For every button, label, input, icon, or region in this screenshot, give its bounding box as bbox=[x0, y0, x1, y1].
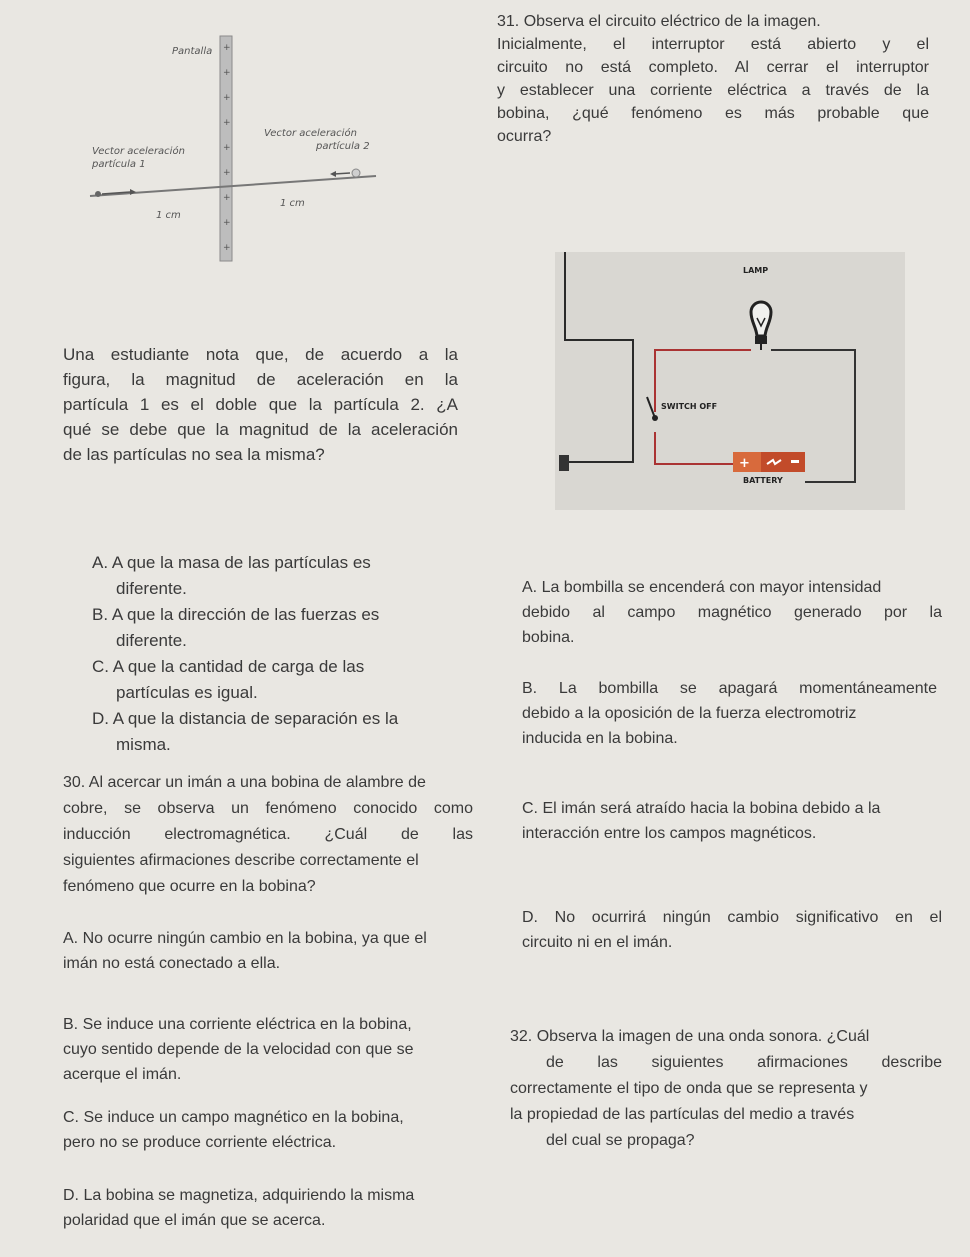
option-text: acerque el imán. bbox=[63, 1066, 182, 1083]
svg-text:+: + bbox=[223, 93, 231, 103]
option-text: polaridad que el imán que se acerca. bbox=[63, 1212, 326, 1229]
option-text: A. La bombilla se encenderá con mayor intensidad bbox=[522, 579, 882, 596]
q30-stem-line: inducción electromagnética. ¿Cuál de las bbox=[63, 826, 473, 843]
option-letter: D. bbox=[92, 709, 109, 728]
option-text: pero no se produce corriente eléctrica. bbox=[63, 1134, 337, 1151]
option-text: D. No ocurrirá ningún cambio significativo en el bbox=[522, 909, 942, 926]
option-text: C. Se induce un campo magnético en la bobina, bbox=[63, 1109, 404, 1126]
q30-option-b[interactable] bbox=[63, 1012, 483, 1087]
q31-stem bbox=[497, 10, 929, 148]
option-text: diferente. bbox=[116, 579, 187, 598]
scale-1-label: 1 cm bbox=[156, 210, 181, 221]
vector-2-label: Vector aceleración bbox=[264, 128, 357, 139]
q31-stem-line: bobina, ¿qué fenómeno es más probable que bbox=[497, 105, 929, 122]
lamp-label: LAMP bbox=[743, 266, 769, 275]
q29-stem-line: qué se debe que la magnitud de la aceleración bbox=[63, 420, 458, 439]
screen-label: Pantalla bbox=[172, 46, 213, 57]
q29-option-b[interactable] bbox=[92, 602, 462, 654]
particle-figure bbox=[80, 28, 400, 268]
q30-stem-line: 30. Al acercar un imán a una bobina de alambre de bbox=[63, 774, 426, 791]
svg-text:+: + bbox=[223, 218, 231, 228]
q30-option-a[interactable] bbox=[63, 926, 483, 976]
q29-options bbox=[92, 550, 462, 758]
q31-option-b[interactable] bbox=[522, 676, 937, 751]
q29-stem-line: de las partículas no sea la misma? bbox=[63, 445, 325, 464]
q31-stem-line: y establecer una corriente eléctrica a través de la bbox=[497, 82, 929, 99]
switch-label: SWITCH OFF bbox=[661, 402, 718, 411]
option-letter: A. bbox=[92, 553, 109, 572]
option-text: debido a la oposición de la fuerza electromotriz bbox=[522, 705, 857, 722]
option-text: C. El imán será atraído hacia la bobina debido a la bbox=[522, 800, 881, 817]
q29-stem-line: figura, la magnitud de aceleración en la bbox=[63, 370, 458, 389]
q31-option-a[interactable] bbox=[522, 575, 942, 650]
option-text: D. La bobina se magnetiza, adquiriendo la misma bbox=[63, 1187, 415, 1204]
vector-1-label: Vector aceleración bbox=[92, 146, 185, 157]
q32-stem-line: del cual se propaga? bbox=[546, 1132, 695, 1149]
q29-stem bbox=[63, 342, 458, 467]
option-text: A que la dirección de las fuerzas es bbox=[111, 605, 380, 624]
q32-stem bbox=[510, 1024, 942, 1154]
svg-text:+: + bbox=[739, 456, 750, 471]
option-text: B. Se induce una corriente eléctrica en la bobina, bbox=[63, 1016, 412, 1033]
q32-stem-line: 32. Observa la imagen de una onda sonora. ¿Cuál bbox=[510, 1028, 870, 1045]
option-text: A que la masa de las partículas es bbox=[111, 553, 371, 572]
circuit-figure bbox=[555, 252, 905, 510]
option-text: A. No ocurre ningún cambio en la bobina, ya que el bbox=[63, 930, 427, 947]
option-text: B. La bombilla se apagará momentáneamente bbox=[522, 680, 937, 697]
q31-stem-line: ocurra? bbox=[497, 128, 552, 145]
q32-stem-line: correctamente el tipo de onda que se representa y bbox=[510, 1080, 868, 1097]
option-text: diferente. bbox=[116, 631, 187, 650]
option-text: partículas es igual. bbox=[116, 683, 258, 702]
svg-text:+: + bbox=[223, 168, 231, 178]
option-text: A que la cantidad de carga de las bbox=[112, 657, 365, 676]
q30-option-c[interactable] bbox=[63, 1105, 483, 1155]
q31-option-c[interactable] bbox=[522, 796, 947, 846]
option-letter: C. bbox=[92, 657, 109, 676]
scale-2-label: 1 cm bbox=[280, 198, 305, 209]
svg-text:+: + bbox=[223, 68, 231, 78]
svg-text:+: + bbox=[223, 243, 231, 253]
q30-option-d[interactable] bbox=[63, 1183, 483, 1233]
q31-stem-line: Inicialmente, el interruptor está abierto y el bbox=[497, 36, 929, 53]
option-text: interacción entre los campos magnéticos. bbox=[522, 825, 817, 842]
vector-1-particle: partícula 1 bbox=[92, 159, 146, 170]
svg-text:+: + bbox=[223, 43, 231, 53]
q29-option-d[interactable] bbox=[92, 706, 462, 758]
q29-option-c[interactable] bbox=[92, 654, 462, 706]
battery-label: BATTERY bbox=[743, 476, 783, 485]
vector-2-particle: partícula 2 bbox=[316, 141, 370, 152]
svg-text:+: + bbox=[223, 193, 231, 203]
q29-option-a[interactable] bbox=[92, 550, 462, 602]
option-text: circuito ni en el imán. bbox=[522, 934, 673, 951]
option-text: cuyo sentido depende de la velocidad con que se bbox=[63, 1041, 414, 1058]
option-text: inducida en la bobina. bbox=[522, 730, 678, 747]
option-text: bobina. bbox=[522, 629, 575, 646]
option-text: A que la distancia de separación es la bbox=[112, 709, 399, 728]
option-text: debido al campo magnético generado por la bbox=[522, 604, 942, 621]
q30-stem bbox=[63, 770, 473, 900]
q32-stem-line: la propiedad de las partículas del medio a través bbox=[510, 1106, 855, 1123]
q31-option-d[interactable] bbox=[522, 905, 942, 955]
q30-stem-line: fenómeno que ocurre en la bobina? bbox=[63, 878, 316, 895]
circuit-diagram bbox=[555, 252, 905, 510]
q31-stem-line: 31. Observa el circuito eléctrico de la imagen. bbox=[497, 13, 821, 30]
svg-text:+: + bbox=[223, 143, 231, 153]
q31-stem-line: circuito no está completo. Al cerrar el interruptor bbox=[497, 59, 929, 76]
q30-stem-line: siguientes afirmaciones describe correctamente el bbox=[63, 852, 419, 869]
q32-stem-line: de las siguientes afirmaciones describe bbox=[546, 1054, 942, 1071]
option-text: misma. bbox=[116, 735, 171, 754]
option-text: imán no está conectado a ella. bbox=[63, 955, 281, 972]
q29-stem-line: partícula 1 es el doble que la partícula 2. ¿A bbox=[63, 395, 458, 414]
q30-stem-line: cobre, se observa un fenómeno conocido como bbox=[63, 800, 473, 817]
svg-text:+: + bbox=[223, 118, 231, 128]
option-letter: B. bbox=[92, 605, 109, 624]
q29-stem-line: Una estudiante nota que, de acuerdo a la bbox=[63, 345, 458, 364]
